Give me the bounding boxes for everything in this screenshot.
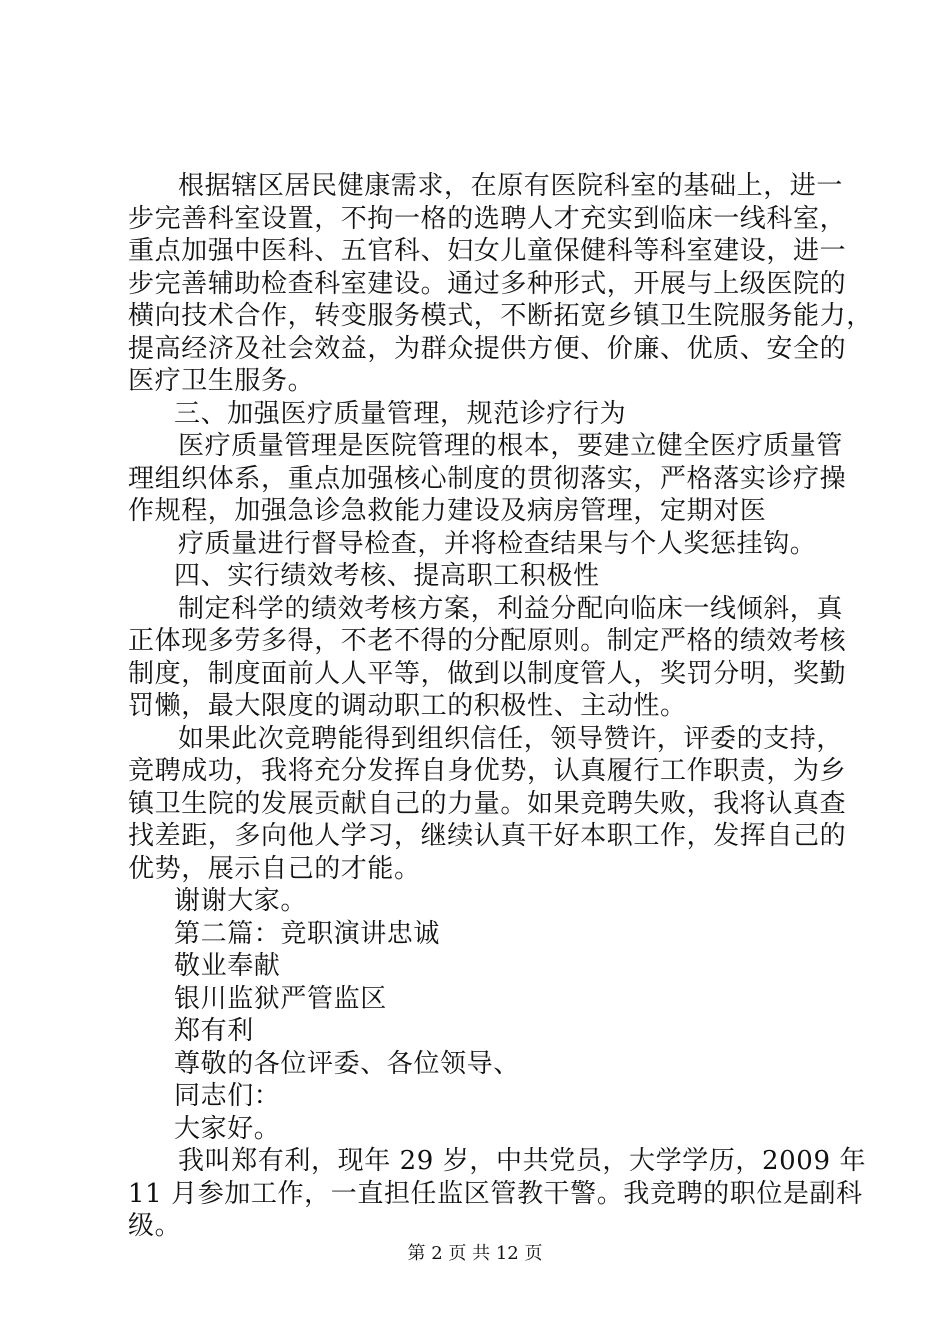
paragraph-line: 步完善科室设置，不拘一格的选聘人才充实到临床一线科室， — [128, 203, 847, 234]
paragraph-line: 步完善辅助检查科室建设。通过多种形式，开展与上级医院的 — [128, 268, 847, 299]
section-title: 敬业奉献 — [174, 951, 281, 981]
paragraph-line: 制度，制度面前人人平等，做到以制度管人，奖罚分明，奖勤 — [128, 658, 847, 689]
section-heading: 三、加强医疗质量管理，规范诊疗行为 — [174, 398, 627, 429]
salutation: 尊敬的各位评委、各位领导、 — [174, 1048, 520, 1079]
paragraph-line: 级。 — [128, 1211, 182, 1241]
paragraph-line: 横向技术合作，转变服务模式，不断拓宽乡镇卫生院服务能力， — [128, 301, 873, 331]
greeting: 大家好。 — [174, 1113, 281, 1144]
section-title: 第二篇：竞职演讲忠诚 — [174, 918, 441, 949]
paragraph-line: 医疗质量管理是医院管理的根本，要建立健全医疗质量管 — [178, 431, 844, 461]
paragraph-line: 医疗卫生服务。 — [128, 366, 315, 396]
page-number-footer: 第 2 页 共 12 页 — [407, 1243, 543, 1264]
paragraph-line: 制定科学的绩效考核方案，利益分配向临床一线倾斜，真 — [178, 593, 844, 624]
paragraph-line: 优势，展示自己的才能。 — [128, 853, 421, 884]
author-unit: 银川监狱严管监区 — [174, 983, 387, 1014]
paragraph-line: 找差距，多向他人学习，继续认真干好本职工作，发挥自己的 — [128, 821, 847, 851]
author-name: 郑有利 — [174, 1016, 254, 1046]
paragraph-line: 我叫郑有利，现年 29 岁，中共党员，大学学历，2009 年 — [178, 1146, 867, 1176]
paragraph-line: 理组织体系，重点加强核心制度的贯彻落实，严格落实诊疗操 — [128, 463, 847, 494]
paragraph-line: 11 月参加工作，一直担任监区管教干警。我竞聘的职位是副科 — [128, 1178, 863, 1209]
paragraph-line: 罚懒，最大限度的调动职工的积极性、主动性。 — [128, 691, 687, 721]
paragraph-line: 根据辖区居民健康需求，在原有医院科室的基础上，进一 — [178, 171, 844, 201]
paragraph-line: 谢谢大家。 — [174, 886, 308, 916]
paragraph-line: 如果此次竞聘能得到组织信任，领导赞许，评委的支持， — [178, 723, 844, 754]
paragraph-line: 镇卫生院的发展贡献自己的力量。如果竞聘失败，我将认真查 — [128, 788, 847, 819]
paragraph-line: 提高经济及社会效益，为群众提供方便、价廉、优质、安全的 — [128, 333, 847, 364]
paragraph-line: 疗质量进行督导检查，并将检查结果与个人奖惩挂钩。 — [178, 528, 817, 559]
paragraph-line: 竞聘成功，我将充分发挥自身优势，认真履行工作职责，为乡 — [128, 756, 847, 786]
section-heading: 四、实行绩效考核、提高职工积极性 — [174, 561, 600, 591]
document-body — [128, 170, 873, 1243]
salutation: 同志们： — [174, 1081, 281, 1111]
paragraph-line: 重点加强中医科、五官科、妇女儿童保健科等科室建设，进一 — [128, 236, 847, 266]
paragraph-line: 正体现多劳多得，不老不得的分配原则。制定严格的绩效考核 — [128, 626, 847, 656]
paragraph-line: 作规程，加强急诊急救能力建设及病房管理，定期对医 — [128, 496, 767, 526]
